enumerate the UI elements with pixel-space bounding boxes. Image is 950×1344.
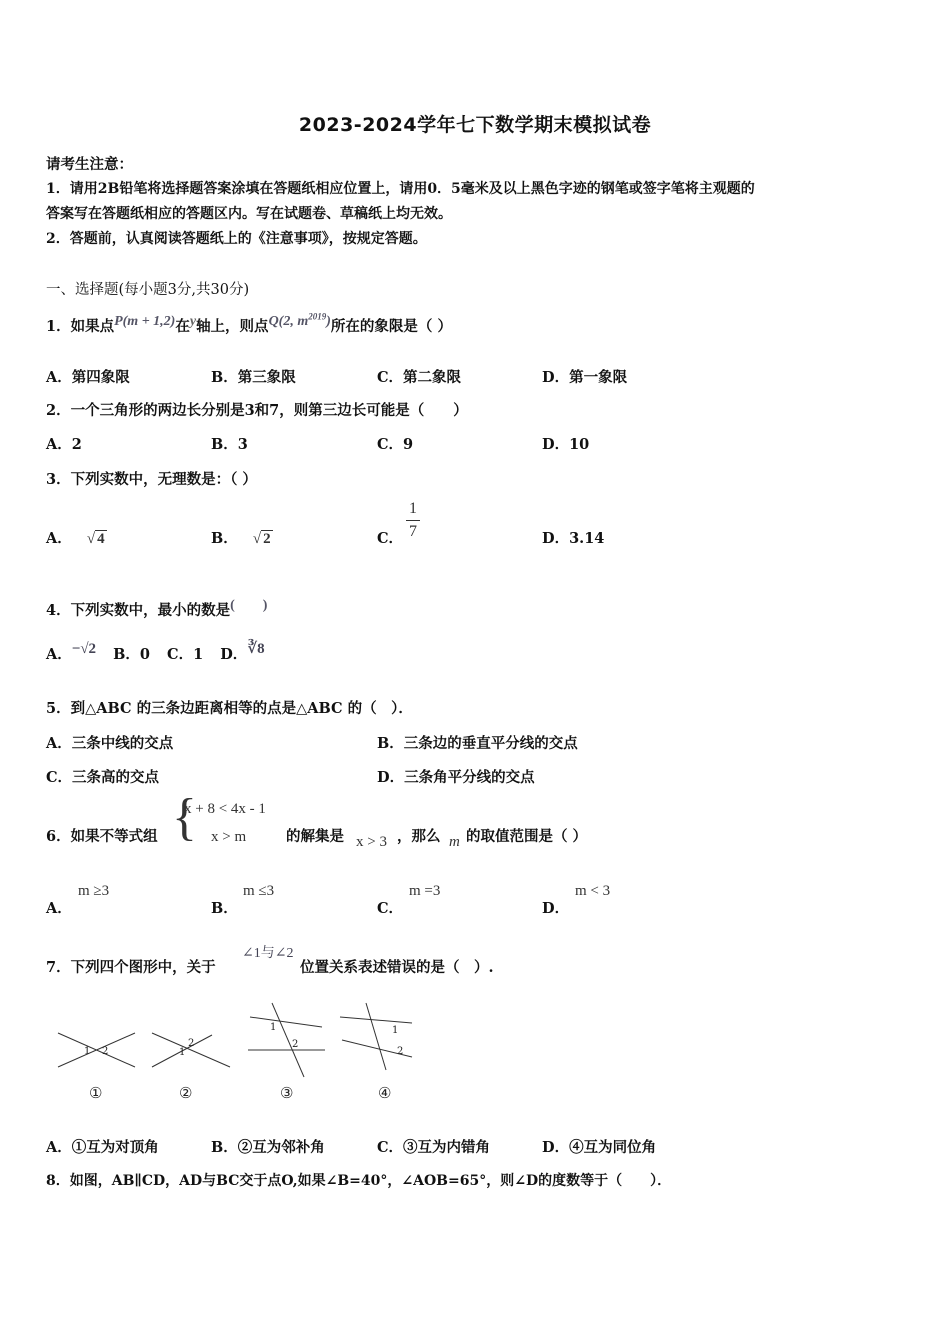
q5-option-b[interactable]: B．三条边的垂直平分线的交点 — [377, 735, 578, 752]
fig2-angle-2: 2 — [188, 1038, 195, 1049]
figure-1 — [58, 1033, 135, 1067]
q6-option-a-value: m ≥3 — [78, 883, 110, 899]
q1-mid1: 在 — [175, 318, 190, 335]
q6-brace-icon: { — [172, 789, 197, 846]
figure-label-3: ③ — [280, 1084, 294, 1102]
q3-a-radicand: 4 — [97, 531, 105, 547]
q6-suffix: 的取值范围是（ ） — [466, 828, 588, 845]
q1-point-q: Q(2, m — [268, 314, 309, 329]
q6-ineq-2: x > m — [211, 829, 247, 845]
q6-option-d-value: m < 3 — [575, 883, 611, 899]
question-4 — [46, 599, 267, 620]
q7-option-a[interactable]: A．①互为对顶角 — [46, 1139, 159, 1156]
question-2: 2．一个三角形的两边长分别是3和7，则第三边长可能是（ ） — [46, 402, 468, 419]
q3-label-b: B． — [211, 530, 238, 547]
q7-figures — [40, 995, 460, 1110]
q7-angles: ∠1与∠2 — [242, 946, 294, 961]
figure-label-4: ④ — [378, 1084, 392, 1102]
q3-c-denominator: 7 — [409, 523, 417, 540]
q6-option-c-value: m =3 — [409, 883, 441, 899]
q1-option-a[interactable]: A．第四象限 — [46, 369, 130, 386]
q3-label-a: A． — [46, 530, 72, 547]
q1-axis: y — [189, 314, 197, 329]
q6-option-a-label[interactable]: A． — [46, 900, 72, 917]
page-title: 2023-2024学年七下数学期末模拟试卷 — [298, 114, 652, 136]
q3-option-c-label[interactable]: C． — [377, 530, 404, 547]
q1-prefix: 1．如果点 — [46, 318, 115, 335]
q2-option-b[interactable]: B．3 — [211, 436, 248, 453]
q6-prefix: 6．如果不等式组 — [46, 828, 158, 845]
notice-line-1b: 答案写在答题纸相应的答题区内。写在试题卷、草稿纸上均无效。 — [46, 206, 452, 222]
q1-mid2: 轴上，则点 — [196, 318, 269, 335]
q4-text: 4．下列实数中，最小的数是 — [46, 602, 231, 619]
q6-solution: x > 3 — [356, 834, 387, 850]
fig2-angle-1: 1 — [179, 1047, 186, 1058]
q4-option-d-value: ∛8 — [247, 641, 265, 657]
fig3-line-top — [250, 1017, 322, 1027]
fig4-line-top — [340, 1017, 412, 1023]
q6-option-b-label[interactable]: B． — [211, 900, 238, 917]
q1-suffix: 所在的象限是（ ） — [330, 318, 452, 335]
q2-option-a[interactable]: A．2 — [46, 436, 82, 453]
notice-line-2: 2．答题前，认真阅读答题纸上的《注意事项》，按规定答题。 — [46, 231, 427, 247]
q7-option-c[interactable]: C．③互为内错角 — [377, 1139, 491, 1156]
q2-option-c[interactable]: C．9 — [377, 436, 414, 453]
q4-options — [46, 643, 265, 664]
fig4-angle-2: 2 — [397, 1046, 404, 1057]
figure-3 — [248, 1003, 325, 1077]
q1-option-c[interactable]: C．第二象限 — [377, 369, 462, 386]
q4-option-a-value: −√2 — [71, 641, 97, 657]
fig4-transversal — [366, 1003, 386, 1070]
q3-sqrt-4: √ 4 — [86, 531, 105, 547]
q7-prefix: 7．下列四个图形中，关于 — [46, 959, 216, 976]
figure-label-2: ② — [179, 1084, 193, 1102]
notice-heading: 请考生注意： — [46, 156, 133, 173]
q6-ineq-1: x + 8 < 4x - 1 — [184, 801, 266, 817]
q2-option-d[interactable]: D．10 — [542, 436, 590, 453]
q1-point-p: P(m + 1,2) — [114, 314, 176, 329]
question-8: 8．如图，AB∥CD，AD与BC交于点O,如果∠B=40°，∠AOB=65°，则∠D的度数等于（ ）． — [46, 1173, 672, 1189]
question-1 — [46, 311, 452, 336]
q4-paren: ( ) — [230, 598, 268, 613]
q3-option-d[interactable]: D．3.14 — [542, 530, 605, 547]
fig3-transversal — [272, 1003, 304, 1077]
q1-exp: 2019 — [308, 311, 327, 322]
figure-4 — [340, 1003, 412, 1070]
q1-option-b[interactable]: B．第三象限 — [211, 369, 296, 386]
q6-mid: 的解集是 — [286, 828, 344, 845]
q3-fraction — [406, 500, 420, 541]
fig3-angle-1: 1 — [270, 1022, 277, 1033]
q5-option-c[interactable]: C．三条高的交点 — [46, 769, 160, 786]
notice-line-1a: 1．请用2B铅笔将选择题答案涂填在答题纸相应位置上，请用0．5毫米及以上黑色字迹的钢笔或签字笔将主观题的 — [46, 181, 755, 197]
q5-option-a[interactable]: A．三条中线的交点 — [46, 735, 174, 752]
q3-b-radicand: 2 — [263, 531, 271, 547]
q3-c-numerator: 1 — [406, 500, 420, 521]
q7-suffix: 位置关系表述错误的是（ ）. — [300, 959, 494, 976]
fig1-angle-1: 1 — [84, 1046, 91, 1057]
fig4-angle-1: 1 — [392, 1025, 399, 1036]
q7-option-b[interactable]: B．②互为邻补角 — [211, 1139, 325, 1156]
q1-point-q-close: ) — [326, 314, 331, 329]
q6-mid2: ，那么 — [397, 828, 441, 845]
figure-label-1: ① — [89, 1084, 103, 1102]
q4-option-a-label[interactable]: A． — [46, 646, 72, 663]
q6-option-c-label[interactable]: C． — [377, 900, 404, 917]
fig1-angle-2: 2 — [102, 1046, 109, 1057]
q7-option-d[interactable]: D．④互为同位角 — [542, 1139, 657, 1156]
q3-option-a[interactable] — [46, 527, 107, 548]
q4-option-d-label[interactable]: D． — [220, 646, 248, 663]
q4-option-b[interactable]: B．0 — [113, 646, 150, 663]
q3-option-b[interactable] — [211, 527, 273, 548]
q6-option-d-label[interactable]: D． — [542, 900, 570, 917]
q6-var: m — [449, 834, 460, 850]
q6-option-b-value: m ≤3 — [243, 883, 275, 899]
question-3: 3．下列实数中，无理数是：（ ） — [46, 471, 257, 488]
q5-option-d[interactable]: D．三条角平分线的交点 — [377, 769, 535, 786]
q1-option-d[interactable]: D．第一象限 — [542, 369, 628, 386]
q4-option-c[interactable]: C．1 — [167, 646, 204, 663]
q3-sqrt-2: √ 2 — [252, 531, 271, 547]
question-5: 5．到△ABC 的三条边距离相等的点是△ABC 的（ ）． — [46, 700, 413, 717]
section-heading: 一、选择题(每小题3分,共30分) — [46, 282, 250, 298]
fig3-angle-2: 2 — [292, 1039, 299, 1050]
